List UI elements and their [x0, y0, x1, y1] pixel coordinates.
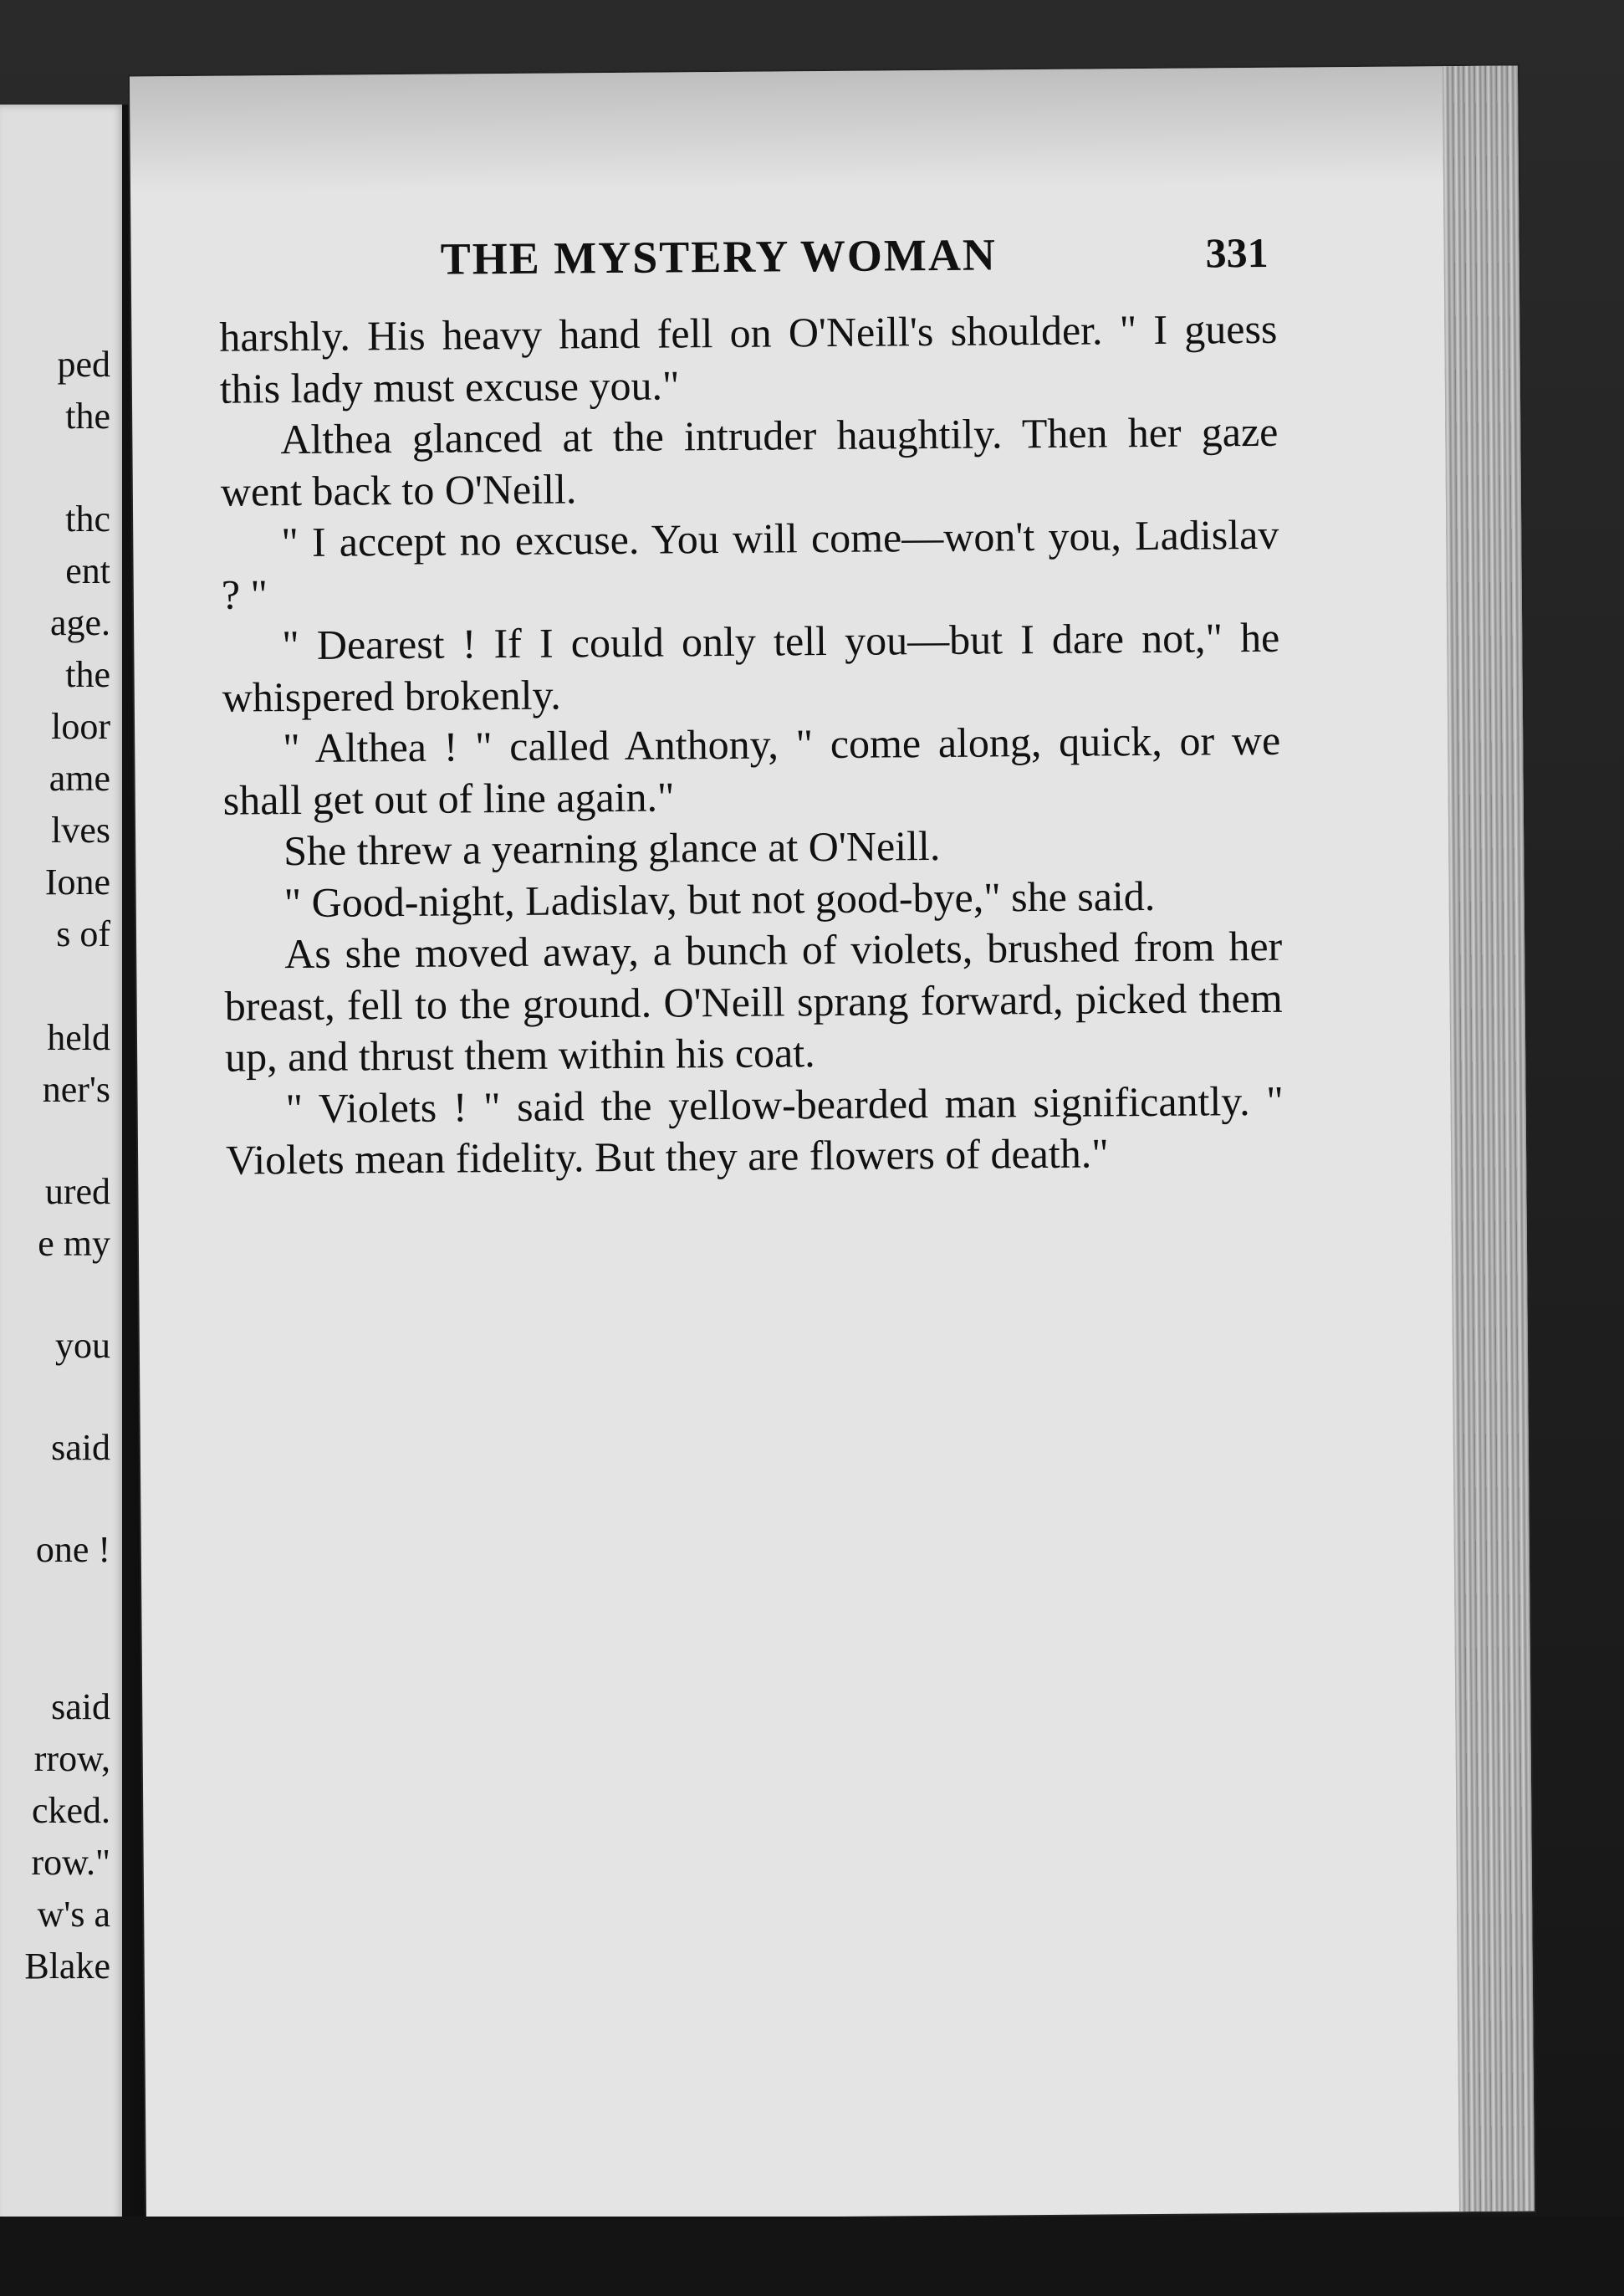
body-text: [219, 304, 1284, 1186]
facing-page-line: e my: [38, 1223, 110, 1264]
facing-page-line: row.": [31, 1842, 110, 1883]
paragraph: harshly. His heavy hand fell on O'Neill's shoulder. " I guess this lady must excuse you.": [219, 304, 1278, 412]
facing-page-line: held: [47, 1017, 110, 1058]
facing-page-line: s of: [56, 913, 110, 954]
facing-page-line: Ione: [44, 862, 110, 903]
paragraph: " I accept no excuse. You will come—won't you, Ladislav ? ": [221, 510, 1279, 618]
facing-page-left: [0, 105, 125, 2229]
running-head: THE MYSTERY WOMAN: [440, 229, 998, 284]
paragraph: She threw a yearning glance at O'Neill.: [283, 821, 941, 875]
facing-page-line: you: [55, 1325, 110, 1366]
facing-page-line: loor: [51, 706, 110, 747]
paragraph: " Violets ! " said the yellow-bearded man significantly. " Violets mean fidelity. But they are flowers of death.": [225, 1076, 1284, 1184]
facing-page-line: ame: [49, 758, 110, 799]
page-header: [130, 225, 1469, 303]
page-number: 331: [1205, 228, 1269, 277]
facing-page-line: rrow,: [33, 1738, 110, 1779]
facing-page-line: one !: [35, 1529, 110, 1570]
facing-page-line: Blake: [24, 1946, 110, 1987]
facing-page-line: lves: [51, 810, 110, 851]
facing-page-line: the: [65, 396, 110, 437]
facing-page-line: ped: [57, 344, 110, 385]
paragraph: " Althea ! " called Anthony, " come along, quick, or we shall get out of line again.": [222, 716, 1281, 824]
facing-page-line: the: [65, 654, 110, 695]
facing-page-line: said: [51, 1686, 110, 1727]
paragraph: Althea glanced at the intruder haughtily. Then her gaze went back to O'Neill.: [220, 407, 1279, 515]
facing-page-line: ured: [44, 1171, 110, 1212]
book-page: [130, 66, 1535, 2222]
facing-page-line: said: [51, 1427, 110, 1468]
paragraph: " Dearest ! If I could only tell you—but I dare not," he whispered brokenly.: [222, 613, 1280, 721]
facing-page-line: age.: [49, 602, 110, 643]
facing-page-line: thc: [65, 499, 110, 539]
page-shadow: [130, 66, 1519, 194]
facing-page-line: ner's: [42, 1069, 110, 1110]
facing-page-line: w's a: [37, 1894, 110, 1935]
facing-page-line: cked.: [31, 1790, 110, 1831]
paragraph: As she moved away, a bunch of violets, brushed from her breast, fell to the ground. O'Neill sprang forward, picked them up, and thrust them within his coat.: [224, 922, 1283, 1081]
scan-bottom-border: [0, 2217, 1624, 2296]
facing-page-line: ent: [65, 550, 110, 591]
paragraph: " Good-night, Ladislav, but not good-bye," she said.: [283, 872, 1156, 926]
